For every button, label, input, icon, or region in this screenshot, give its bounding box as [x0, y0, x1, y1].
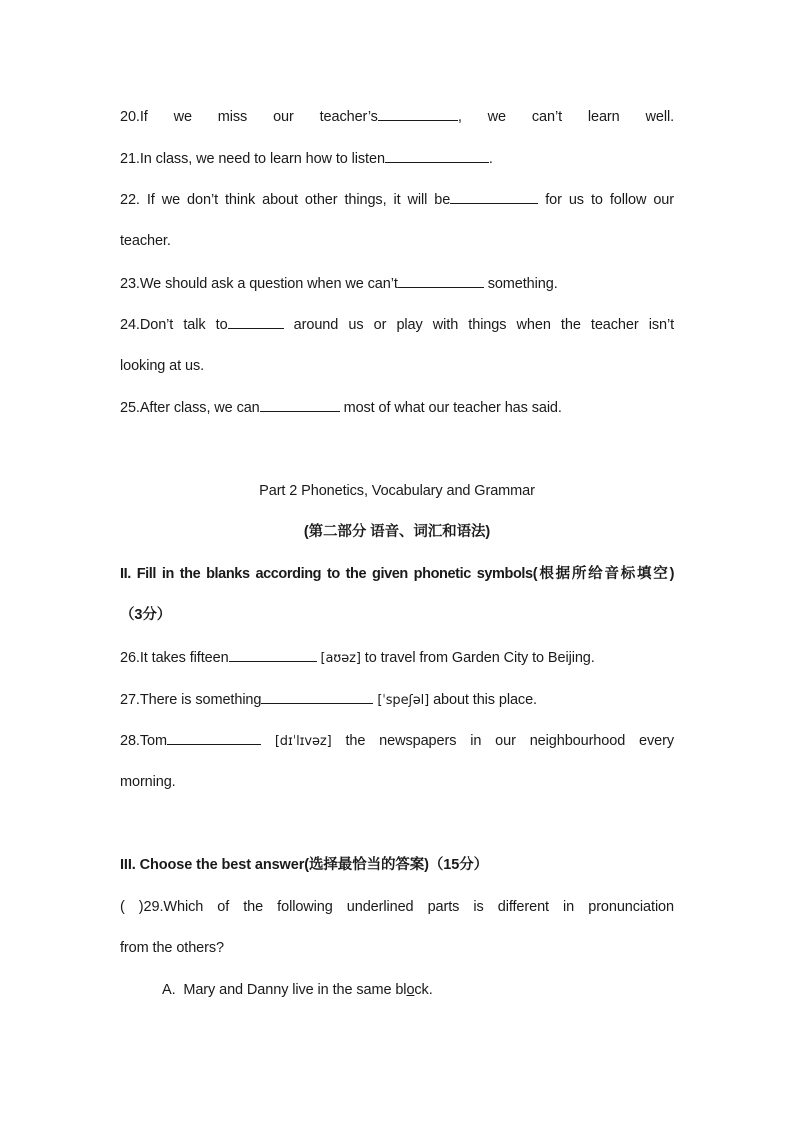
question-22 [120, 189, 674, 210]
question-text: , we can’t learn well. [457, 109, 674, 125]
question-text: 29.Which of the following underlined parts is different in pronunciation [143, 899, 674, 915]
answer-blank[interactable] [167, 730, 261, 745]
option-label: A. [162, 982, 176, 998]
underlined-letter: o [406, 982, 415, 998]
question-text: 20.If we miss our teacher’s [120, 109, 378, 125]
question-23 [120, 273, 674, 294]
section-3-title: III. Choose the best answer(选择最恰当的答案) [120, 857, 429, 873]
question-text: 23.We should ask a question when we can’t [120, 276, 398, 292]
part-title-chinese: (第二部分 语音、词汇和语法) [303, 524, 491, 540]
part-title: Part 2 Phonetics, Vocabulary and Grammar [259, 483, 535, 499]
phonetic-symbol: [dɪˈlɪvəz] [274, 734, 332, 749]
question-text: around us or play with things when the teacher isn’t [283, 317, 674, 333]
section-3-heading [120, 855, 674, 875]
question-28-cont: morning. [120, 774, 176, 790]
question-text: something. [483, 276, 558, 292]
section-3-score: （15分） [428, 857, 489, 873]
answer-blank[interactable] [378, 106, 458, 121]
question-29-cont: from the others? [120, 940, 224, 956]
question-24 [120, 314, 674, 335]
question-text: to travel from Garden City to Beijing. [360, 650, 595, 666]
question-text: 24.Don’t talk to [120, 317, 228, 333]
question-22-cont: teacher. [120, 233, 171, 249]
question-text: 28.Tom [120, 733, 167, 749]
question-text: . [488, 151, 493, 167]
answer-blank[interactable] [260, 397, 340, 412]
option-text: Mary and Danny live in the same bl [183, 982, 407, 998]
option-a [162, 980, 674, 1000]
question-26 [120, 647, 674, 669]
question-text: 22. If we don’t think about other things, it will be [120, 192, 451, 208]
section-2-heading: II. Fill in the blanks according to the given phonetic symbols(根据所给音标填空) [120, 566, 674, 582]
question-text: 21.In class, we need to learn how to listen [120, 151, 385, 167]
answer-blank[interactable] [261, 689, 373, 704]
answer-blank[interactable] [229, 647, 317, 662]
question-text: 25.After class, we can [120, 400, 260, 416]
question-text: 27.There is something [120, 692, 262, 708]
question-text: 26.It takes fifteen [120, 650, 229, 666]
question-25 [120, 397, 674, 418]
section-2-score: （3分） [120, 607, 172, 623]
answer-bracket[interactable]: ( ) [120, 899, 144, 915]
question-text: the newspapers in our neighbourhood every [331, 733, 674, 749]
question-28 [120, 730, 674, 752]
question-29 [120, 897, 674, 917]
option-text: ck. [414, 982, 433, 998]
answer-blank[interactable] [398, 273, 484, 288]
question-24-cont: looking at us. [120, 358, 205, 374]
question-27 [120, 689, 674, 711]
answer-blank[interactable] [385, 148, 489, 163]
phonetic-symbol: [aʊəz] [320, 651, 361, 666]
question-text: about this place. [429, 692, 537, 708]
question-text: for us to follow our [538, 192, 674, 208]
question-20 [120, 106, 674, 127]
answer-blank[interactable] [228, 314, 284, 329]
answer-blank[interactable] [450, 189, 538, 204]
question-21 [120, 148, 674, 169]
phonetic-symbol: [ˈspeʃəl] [377, 693, 430, 708]
question-text: most of what our teacher has said. [339, 400, 562, 416]
